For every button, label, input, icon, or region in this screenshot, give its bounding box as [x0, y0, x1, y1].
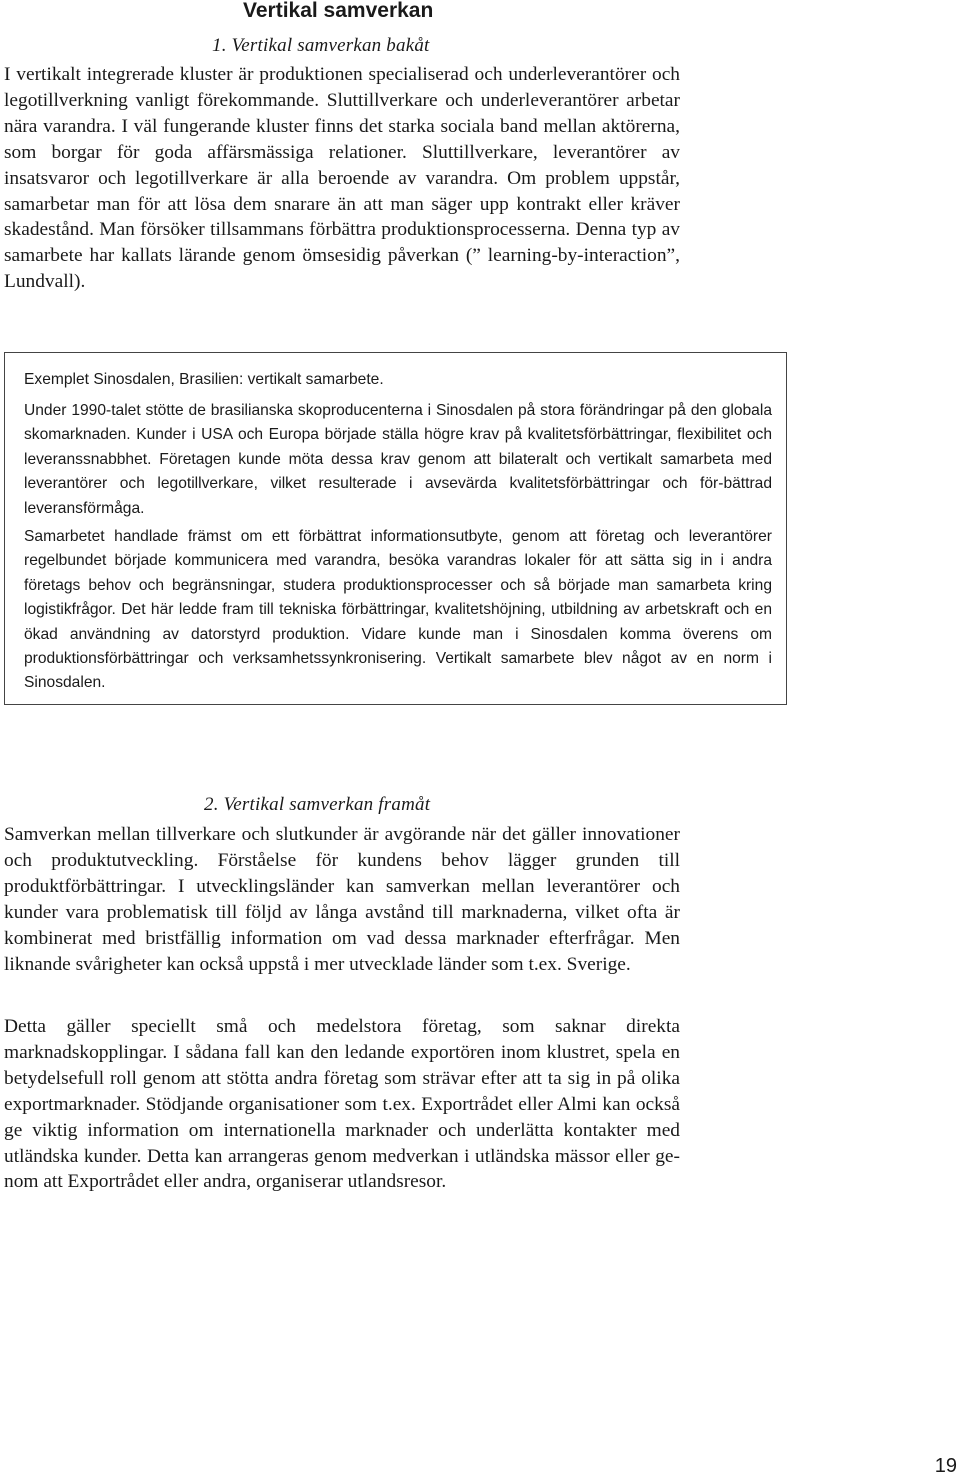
example-box-paragraph-2: Samarbetet handlade främst om ett förbättrat informationsutbyte, genom att företag och leverantörer regelbundet började kommunicera med varandra, besöka varandras lokaler för att sätta sig in i andra företags behov och begränsningar, studera produktionsprocesser och så började man samarbeta kring logistikfrågor. Det här ledde fram till tekniska förbättringar, kvalitetshöjning, utbildning av arbetskraft och en ökad användning av datorstyrd produktion. Vidare kunde man i Sinosdalen komma överens om produktionsförbättringar och verksamhetssynkronisering. Vertikalt samarbete blev något av en norm i Sinosdalen.: [24, 528, 772, 692]
section-2-paragraph-2: Detta gäller speciellt små och medelstora företag, som saknar direkta marknadskopplingar. I sådana fall kan den ledande exportören inom klustret, spela en betydelsefull roll genom att stötta andra företag som strävar efter att ta sig in på olika exportmarknader. Stödjande organisationer som t.ex. Exportrådet eller Almi kan också ge viktig information om internationella marknader och underlätta kontakter med utländska kunder. Detta kan arrangeras genom medverkan i utländska mässor eller genom att Exportrådet eller andra, organiserar utlandsresor.: [4, 1016, 680, 1193]
section-2-paragraph-1: Samverkan mellan tillverkare och slutkunder är avgörande när det gäller innovationer och produktutveckling. Förståelse för kundens behov lägger grunden till produktförbättringar. I utvecklingsländer kan samverkan mellan leverantörer och kunder vara problematisk till följd av långa avstånd till marknaderna, vilket ofta är kombinerat med bristfällig information om vad dessa marknader efterfrågar. Men liknande svårigheter kan också uppstå i mer utvecklade länder som t.ex. Sverige.: [4, 824, 680, 975]
section-2-title: 2. Vertikal samverkan framåt: [204, 794, 431, 815]
page-number: 19: [934, 1455, 957, 1477]
page-heading: Vertikal samverkan: [243, 0, 434, 22]
section-1-paragraph: I vertikalt integrerade kluster är produktionen specialiserad och underleverantörer och legotillverkning vanligt förekommande. Sluttillverkare och underleverantörer arbetar nära varandra. I väl fungerande kluster finns det starka sociala band mellan aktörerna, som borgar för goda affärsmässiga relationer. Sluttillverkare, leverantörer av insatsvaror och legotillverkare är alla beroende av varandra. Om problem uppstår, samarbetar man för att lösa dem snarare än att man säger upp kontrakt eller kräver skadestånd. Man försöker tillsammans förbättra produktionsprocesserna. Denna typ av samarbete har kallats lärande genom ömsesidig påverkan (” learning-by-interaction”, Lundvall).: [4, 64, 680, 293]
example-box-paragraph-1: Under 1990-talet stötte de brasilianska skoproducenterna i Sinosdalen på stora förändringar på den globala skomarknaden. Kunder i USA och Europa började ställa högre krav på kvalitetsförbättringar, flexibilitet och leveranssnabbhet. Företagen kunde möta dessa krav genom att bilateralt och vertikalt samarbeta med leverantörer och legotillverkare, vilket resulterade i avsevärda kvalitetsförbättringar och för-bättrad leveransförmåga.: [24, 402, 772, 517]
section-1-title: 1. Vertikal samverkan bakåt: [212, 35, 430, 56]
example-box: [4, 352, 787, 705]
example-box-title: Exemplet Sinosdalen, Brasilien: vertikalt samarbete.: [24, 371, 384, 388]
